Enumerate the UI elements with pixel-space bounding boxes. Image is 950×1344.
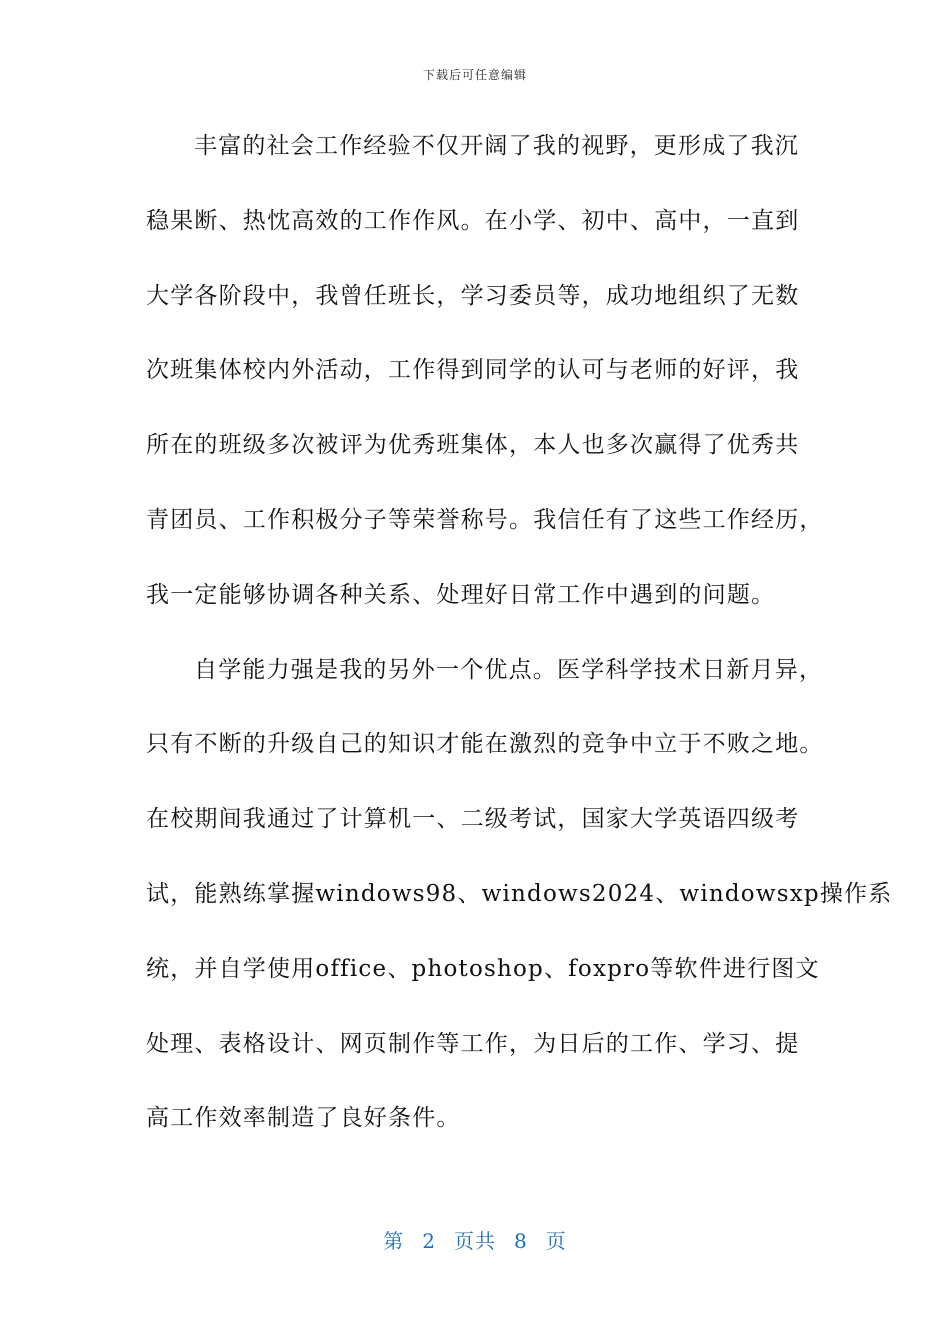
paragraph-line: 统，并自学使用office、photoshop、foxpro等软件进行图文 [146,955,820,982]
paragraph-line: 所在的班级多次被评为优秀班集体，本人也多次赢得了优秀共 [146,432,800,459]
paragraph-line: 稳果断、热忱高效的工作作风。在小学、初中、高中，一直到 [146,207,800,234]
paragraph-line: 处理、表格设计、网页制作等工作，为日后的工作、学习、提 [146,1030,800,1057]
footer-suffix: 页 [545,1229,567,1253]
paragraph-line: 青团员、工作积极分子等荣誉称号。我信任有了这些工作经历， [146,506,824,533]
paragraph-line: 我一定能够协调各种关系、处理好日常工作中遇到的问题。 [146,581,776,608]
paragraph-line: 在校期间我通过了计算机一、二级考试，国家大学英语四级考 [146,806,800,833]
paragraph-line: 大学各阶段中，我曾任班长，学习委员等，成功地组织了无数 [146,282,800,309]
paragraph-line: 试，能熟练掌握windows98、windows2024、windowsxp操作系 [146,880,893,907]
document-body [146,124,893,1171]
paragraph-line: 丰富的社会工作经验不仅开阔了我的视野，更形成了我沉 [194,133,799,159]
header-note: 下载后可任意编辑 [422,68,527,82]
paragraph-line: 次班集体校内外活动，工作得到同学的认可与老师的好评，我 [146,357,800,384]
paragraph-line: 自学能力强是我的另外一个优点。医学科学技术日新月异， [194,656,824,683]
paragraph-line: 高工作效率制造了良好条件。 [146,1105,461,1132]
footer-prefix: 第 [383,1229,405,1253]
paragraph-line: 只有不断的升级自己的知识才能在激烈的竞争中立于不败之地。 [146,731,824,758]
page-footer [0,1225,950,1254]
footer-total-pages: 8 [514,1229,528,1253]
footer-middle: 页共 [454,1229,496,1253]
footer-page-number: 2 [422,1229,436,1253]
